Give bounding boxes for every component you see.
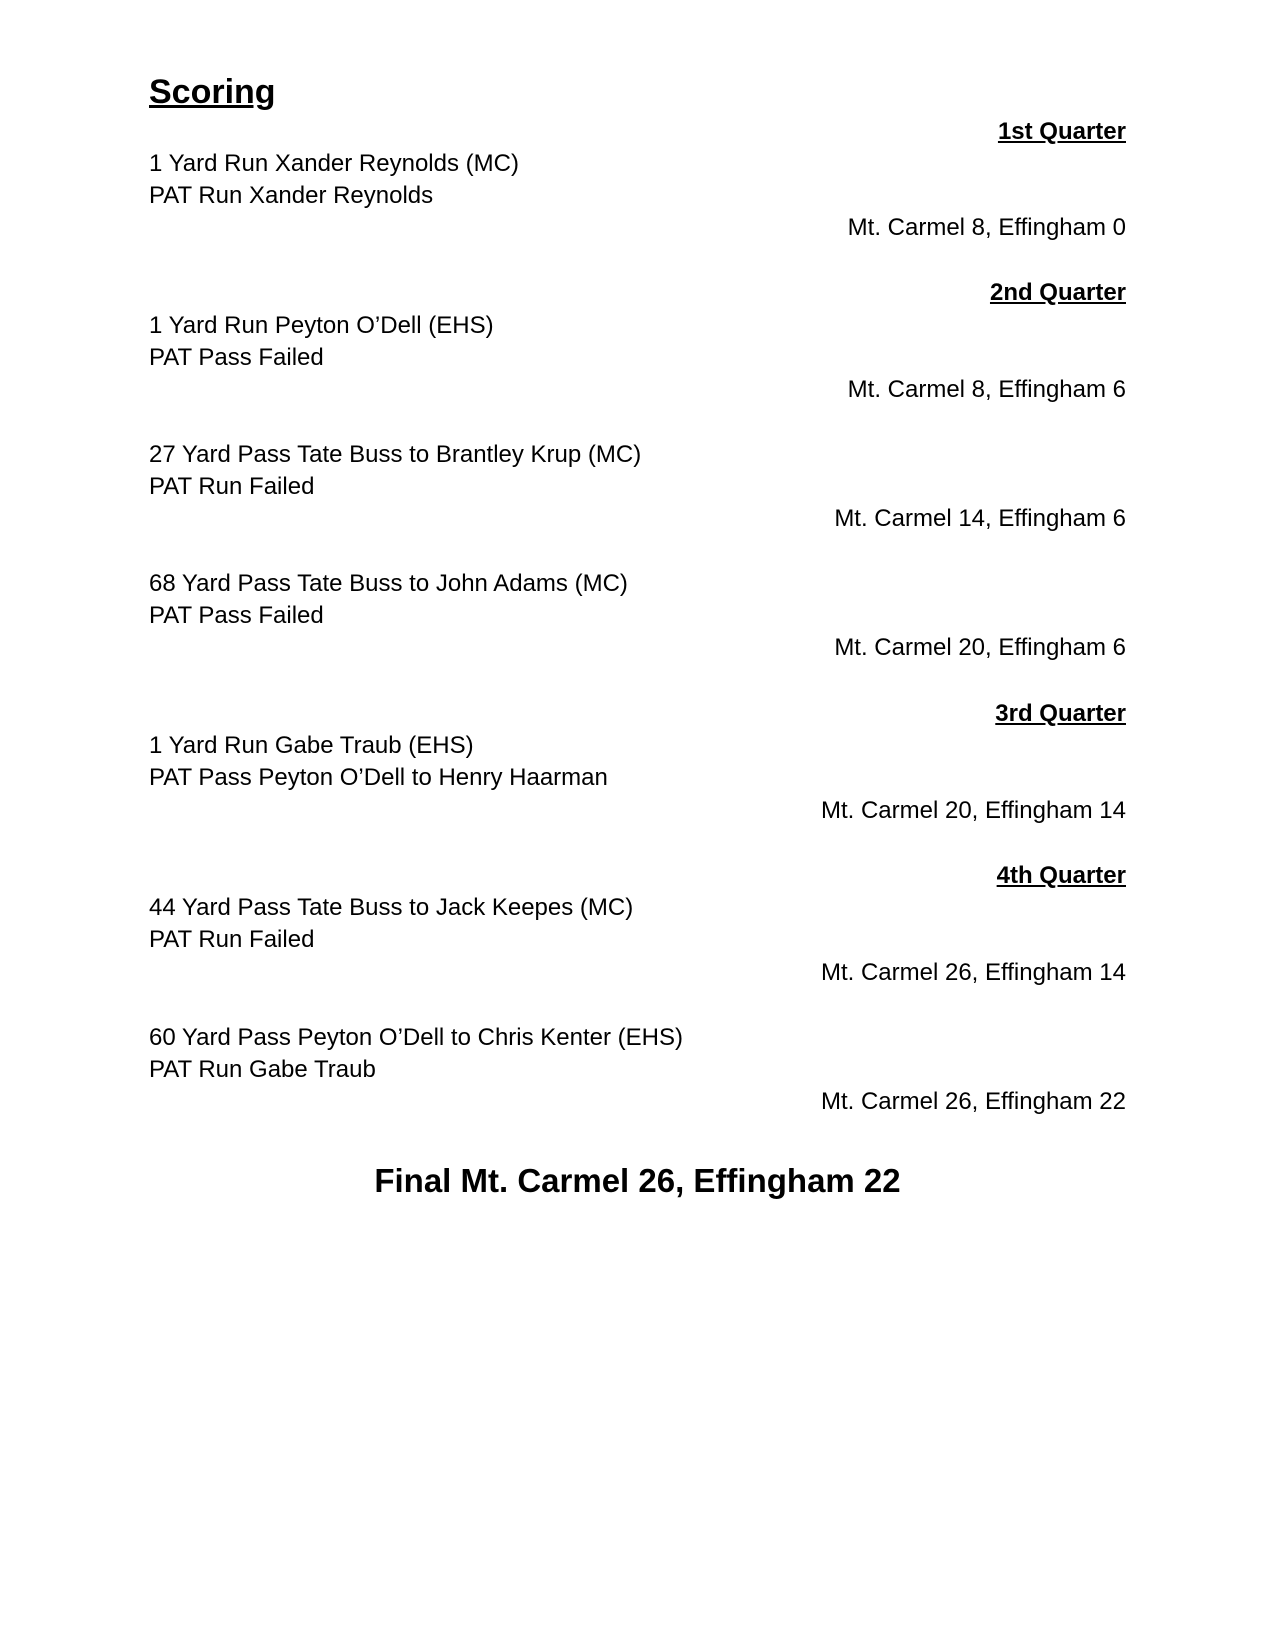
page-heading: Scoring bbox=[149, 73, 276, 111]
running-score: Mt. Carmel 20, Effingham 6 bbox=[834, 634, 1126, 661]
quarter-heading-2: 2nd Quarter bbox=[989, 279, 1126, 306]
quarter-heading-4: 4th Quarter bbox=[996, 862, 1126, 889]
quarter-heading-1: 1st Quarter bbox=[997, 118, 1126, 145]
running-score: Mt. Carmel 26, Effingham 14 bbox=[820, 959, 1126, 986]
running-score: Mt. Carmel 26, Effingham 22 bbox=[820, 1088, 1126, 1115]
running-score: Mt. Carmel 8, Effingham 6 bbox=[847, 376, 1126, 403]
pat-description: PAT Pass Failed bbox=[149, 602, 324, 629]
running-score: Mt. Carmel 8, Effingham 0 bbox=[847, 214, 1126, 241]
play-description: 44 Yard Pass Tate Buss to Jack Keepes (MC) bbox=[149, 894, 634, 921]
pat-description: PAT Run Failed bbox=[149, 926, 315, 953]
play-description: 1 Yard Run Peyton O’Dell (EHS) bbox=[149, 312, 494, 339]
play-description: 1 Yard Run Gabe Traub (EHS) bbox=[149, 732, 474, 759]
running-score: Mt. Carmel 14, Effingham 6 bbox=[834, 505, 1126, 532]
play-description: 60 Yard Pass Peyton O’Dell to Chris Kenter (EHS) bbox=[149, 1024, 683, 1051]
pat-description: PAT Run Failed bbox=[149, 473, 315, 500]
running-score: Mt. Carmel 20, Effingham 14 bbox=[820, 797, 1126, 824]
final-score: Final Mt. Carmel 26, Effingham 22 bbox=[374, 1162, 901, 1199]
play-description: 68 Yard Pass Tate Buss to John Adams (MC) bbox=[149, 570, 628, 597]
quarter-heading-3: 3rd Quarter bbox=[995, 700, 1126, 727]
pat-description: PAT Pass Failed bbox=[149, 344, 324, 371]
pat-description: PAT Pass Peyton O’Dell to Henry Haarman bbox=[149, 764, 608, 791]
play-description: 27 Yard Pass Tate Buss to Brantley Krup (MC) bbox=[149, 441, 642, 468]
play-description: 1 Yard Run Xander Reynolds (MC) bbox=[149, 150, 519, 177]
pat-description: PAT Run Gabe Traub bbox=[149, 1056, 376, 1083]
pat-description: PAT Run Xander Reynolds bbox=[149, 182, 434, 209]
